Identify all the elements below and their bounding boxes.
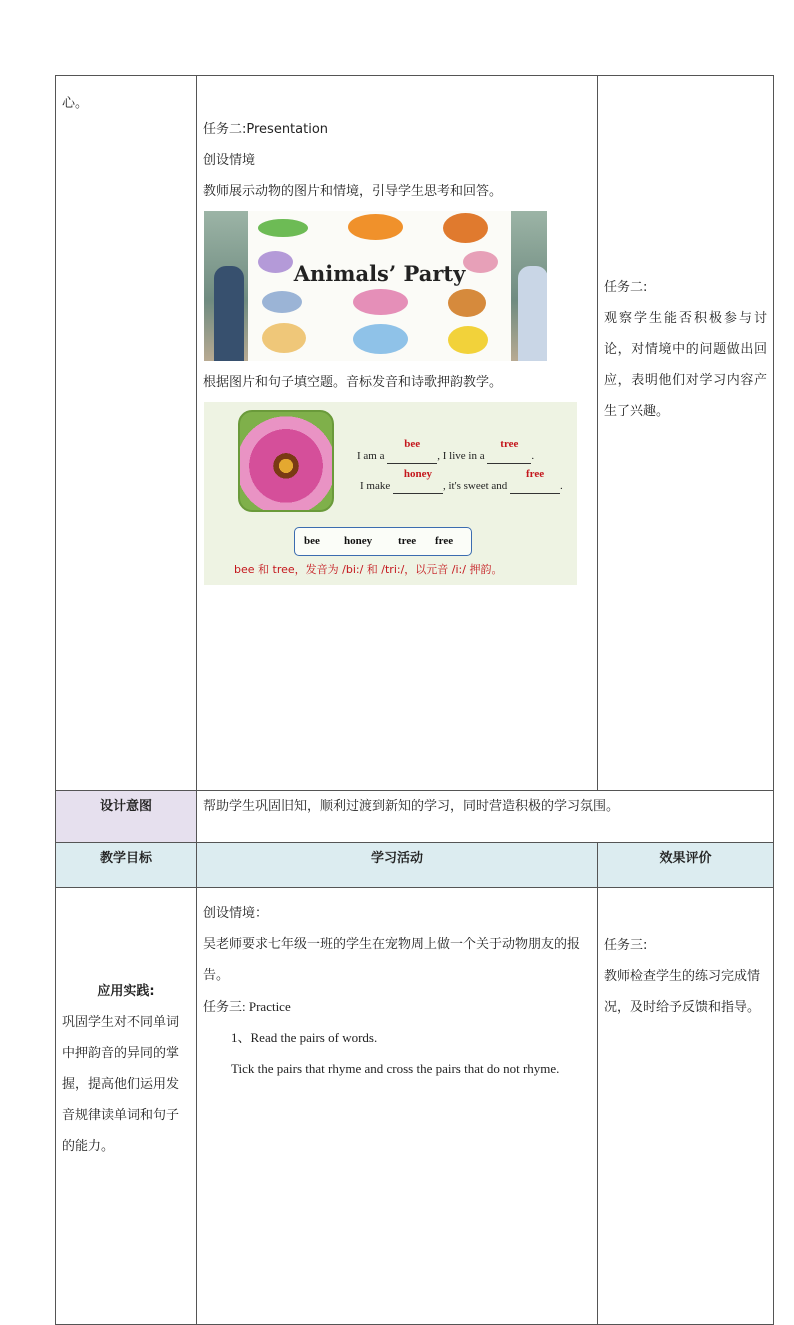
animals-poster [248, 211, 511, 361]
rhyme-note: bee 和 tree，发音为 /bi:/ 和 /tri:/，以元音 /i:/ 押韵。 [234, 563, 503, 576]
sentence-2: I make honey , it's sweet and free . [360, 468, 563, 492]
goal-text: 心。 [62, 96, 89, 111]
evaluation-cell [598, 76, 774, 791]
table-row [56, 888, 774, 1325]
scene-label: 创设情境 [203, 153, 256, 168]
goal-text: 巩固学生对不同单词中押韵音的异同的掌握，提高他们运用发音规律读单词和句子的能力。 [62, 1015, 180, 1154]
step1: 1、Read the pairs of words. [231, 1030, 378, 1045]
bee-rhyme-image [204, 402, 577, 585]
table-row [56, 76, 774, 791]
header-evaluation: 效果评价 [598, 843, 774, 888]
step1-detail: Tick the pairs that rhyme and cross the pairs that do not rhyme. [231, 1061, 560, 1076]
table-header-row [56, 843, 774, 888]
design-text: 帮助学生巩固旧知，顺利过渡到新知的学习，同时营造积极的学习氛围。 [197, 791, 774, 843]
evaluation-cell [598, 888, 774, 1325]
goal-title: 应用实践: [97, 984, 155, 999]
lesson-plan-table [55, 75, 774, 1325]
word-bee: bee [304, 535, 320, 547]
fill-instruction: 根据图片和句子填空题。音标发音和诗歌押韵教学。 [203, 375, 503, 390]
scene-label: 创设情境： [203, 906, 269, 921]
header-goal: 教学目标 [56, 843, 197, 888]
word-honey: honey [344, 535, 373, 547]
answer-bee: bee [404, 438, 421, 450]
activity-cell [197, 76, 598, 791]
teacher-show-text: 教师展示动物的图片和情境，引导学生思考和回答。 [203, 184, 503, 199]
word-box [294, 527, 472, 556]
eval-text: 观察学生能否积极参与讨论，对情境中的问题做出回应，表明他们对学习内容产生了兴趣。 [604, 311, 767, 419]
eval-title: 任务三: [604, 938, 648, 953]
answer-honey: honey [403, 468, 433, 480]
goal-cell [56, 76, 197, 791]
eval-title: 任务二: [604, 280, 648, 295]
poster-title: Animals’ Party [293, 261, 466, 286]
design-intent-row [56, 791, 774, 843]
task3-title: 任务三: Practice [203, 999, 291, 1014]
header-activity: 学习活动 [197, 843, 598, 888]
sentence-1: I am a bee , I live in a tree . [357, 438, 535, 462]
activity-cell [197, 888, 598, 1325]
design-label: 设计意图 [56, 791, 197, 843]
animals-party-image [204, 211, 547, 361]
word-tree: tree [398, 535, 417, 547]
scene-text: 吴老师要求七年级一班的学生在宠物周上做一个关于动物朋友的报告。 [203, 937, 581, 983]
bee-flower-photo [238, 410, 334, 512]
eval-text: 教师检查学生的练习完成情况，及时给予反馈和指导。 [604, 969, 761, 1015]
task2-title: 任务二:Presentation [203, 122, 329, 137]
goal-cell [56, 888, 197, 1325]
word-free: free [435, 535, 454, 547]
answer-tree: tree [500, 438, 519, 450]
answer-free: free [525, 468, 545, 480]
